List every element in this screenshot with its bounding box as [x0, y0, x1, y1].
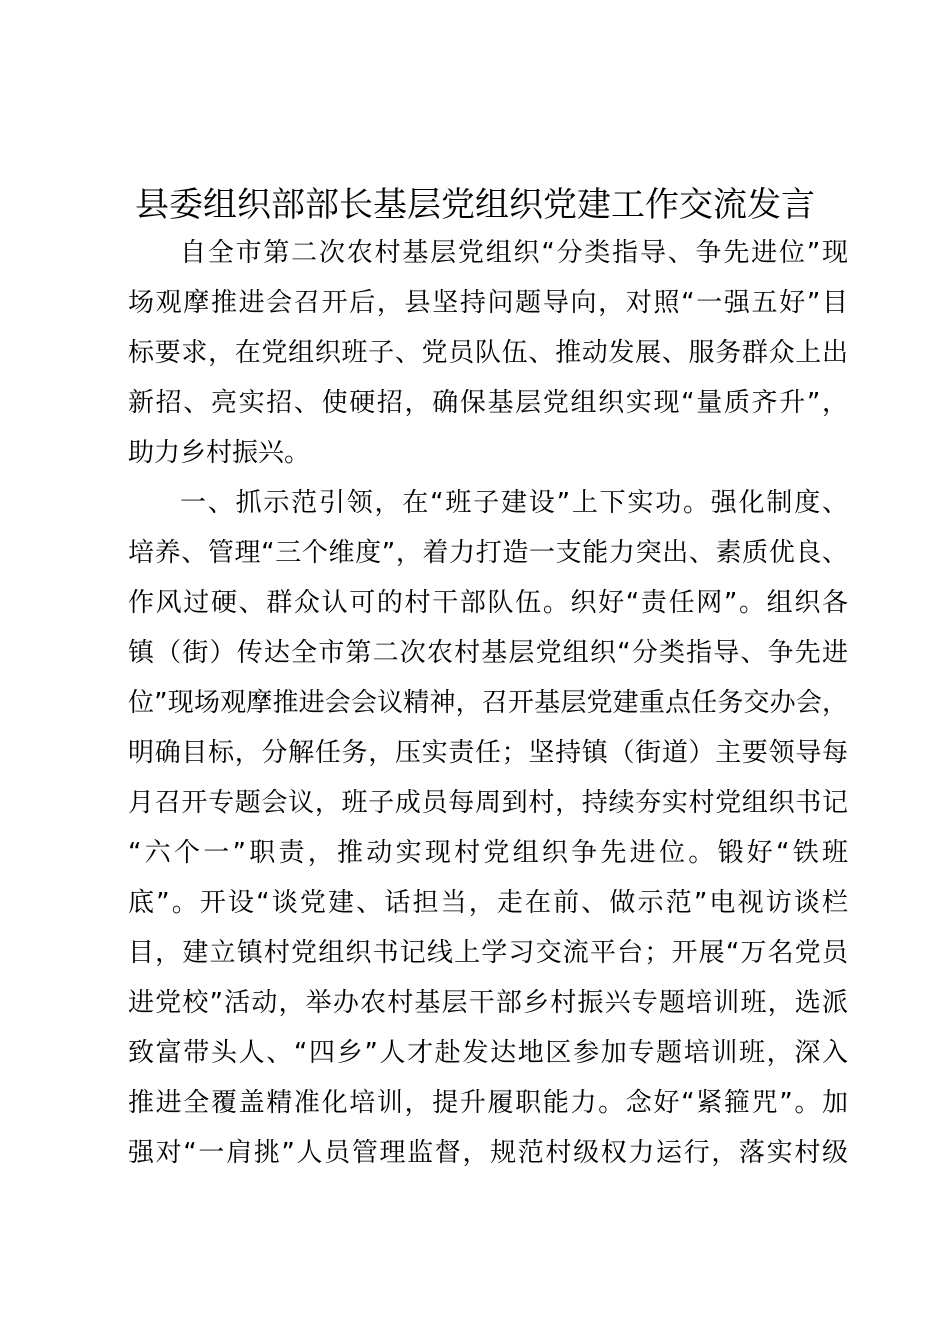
text-line: 场观摩推进会召开后，县坚持问题导向，对照“一强五好”目	[128, 288, 848, 318]
document-title: 县委组织部部长基层党组织党建工作交流发言	[135, 185, 815, 225]
text-line: 一、抓示范引领，在“班子建设”上下实功。强化制度、	[180, 488, 848, 518]
text-line: 作风过硬、群众认可的村干部队伍。织好“责任网”。组织各	[128, 588, 848, 618]
text-line: 镇（街）传达全市第二次农村基层党组织“分类指导、争先进	[128, 638, 848, 668]
text-line: 月召开专题会议，班子成员每周到村，持续夯实村党组织书记	[128, 788, 848, 818]
text-line: 进党校”活动，举办农村基层干部乡村振兴专题培训班，选派	[128, 988, 848, 1018]
paragraph-section-one	[128, 478, 848, 1178]
text-line: 自全市第二次农村基层党组织“分类指导、争先进位”现	[180, 238, 848, 268]
text-line: 底”。开设“谈党建、话担当，走在前、做示范”电视访谈栏	[128, 888, 848, 918]
text-line: 致富带头人、“四乡”人才赴发达地区参加专题培训班，深入	[128, 1038, 848, 1068]
text-line: 新招、亮实招、使硬招，确保基层党组织实现“量质齐升”，	[128, 388, 848, 418]
text-line: 推进全覆盖精准化培训，提升履职能力。念好“紧箍咒”。加	[128, 1088, 848, 1118]
text-line: 强对“一肩挑”人员管理监督，规范村级权力运行，落实村级	[128, 1138, 848, 1168]
text-line: 目，建立镇村党组织书记线上学习交流平台；开展“万名党员	[128, 938, 848, 968]
text-line: 标要求，在党组织班子、党员队伍、推动发展、服务群众上出	[128, 338, 848, 368]
text-line: “六个一”职责，推动实现村党组织争先进位。锻好“铁班	[128, 838, 848, 868]
paragraph-intro	[128, 228, 848, 478]
document-body	[128, 228, 848, 1178]
text-line: 助力乡村振兴。	[128, 438, 311, 468]
text-line: 位”现场观摩推进会会议精神，召开基层党建重点任务交办会，	[128, 688, 848, 718]
text-line: 明确目标，分解任务，压实责任；坚持镇（街道）主要领导每	[128, 738, 848, 768]
text-line: 培养、管理“三个维度”，着力打造一支能力突出、素质优良、	[128, 538, 848, 568]
